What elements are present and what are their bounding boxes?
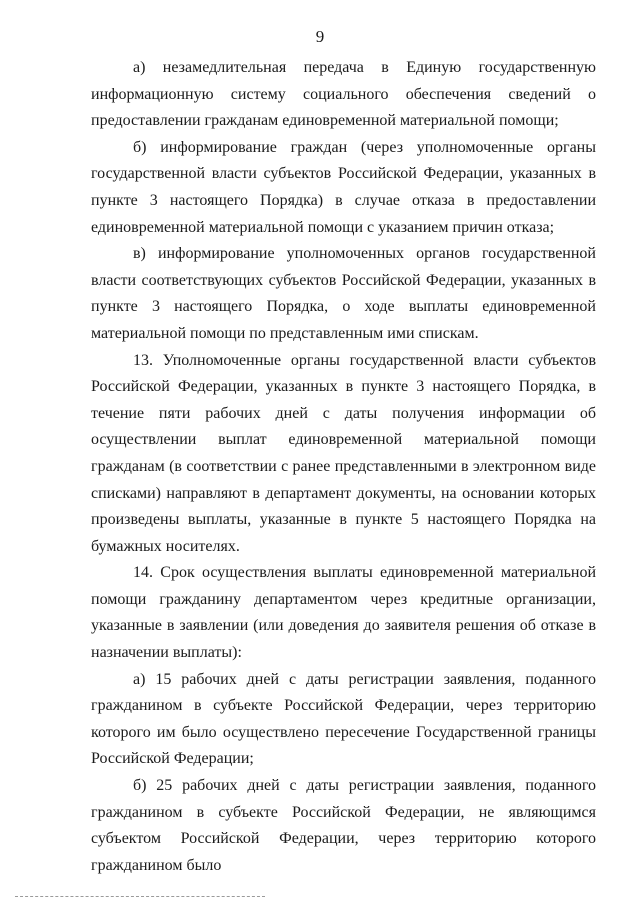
paragraph-14b: б) 25 рабочих дней с даты регистрации заявления, поданного гражданином в субъекте Российской Федерации, не являющимся субъектом Российской Федерации, через территорию которого гражданином было <box>91 777 596 874</box>
paragraph-14: 14. Срок осуществления выплаты единовременной материальной помощи гражданину департаментом через кредитные организации, указанные в заявлении (или доведения до заявителя решения об отказе в назначении выплаты): <box>91 564 596 662</box>
document-body <box>91 55 596 879</box>
footer-divider <box>15 896 265 897</box>
paragraph-12a: а) незамедлительная передача в Единую государственную информационную систему социального обеспечения сведений о предоставлении гражданам единовременной материальной помощи; <box>91 59 596 130</box>
paragraph-14a: а) 15 рабочих дней с даты регистрации заявления, поданного гражданином в субъекте Российской Федерации, через территорию которого им было осуществлено пересечение Государственной границы Российской Федерации; <box>91 670 596 768</box>
page-number: 9 <box>315 27 325 46</box>
paragraph-12b: б) информирование граждан (через уполномоченные органы государственной власти субъектов Российской Федерации, указанных в пункте 3 настоящего Порядка) в случае отказа в предоставлении единовременной материальной помощи с указанием причин отказа; <box>91 138 596 236</box>
paragraph-13: 13. Уполномоченные органы государственной власти субъектов Российской Федерации, указанных в пункте 3 настоящего Порядка, в течение пяти рабочих дней с даты получения информации об осуществлении выплат единовременной материальной помощи гражданам (в соответствии с ранее представленными в электронном виде списками) направляют в департамент документы, на основании которых произведены выплаты, указанные в пункте 5 настоящего Порядка на бумажных носителях. <box>91 351 596 555</box>
paragraph-12c: в) информирование уполномоченных органов государственной власти соответствующих субъектов Российской Федерации, указанных в пункте 3 настоящего Порядка, о ходе выплаты единовременной материальной помощи по представленным ими спискам. <box>91 245 596 342</box>
